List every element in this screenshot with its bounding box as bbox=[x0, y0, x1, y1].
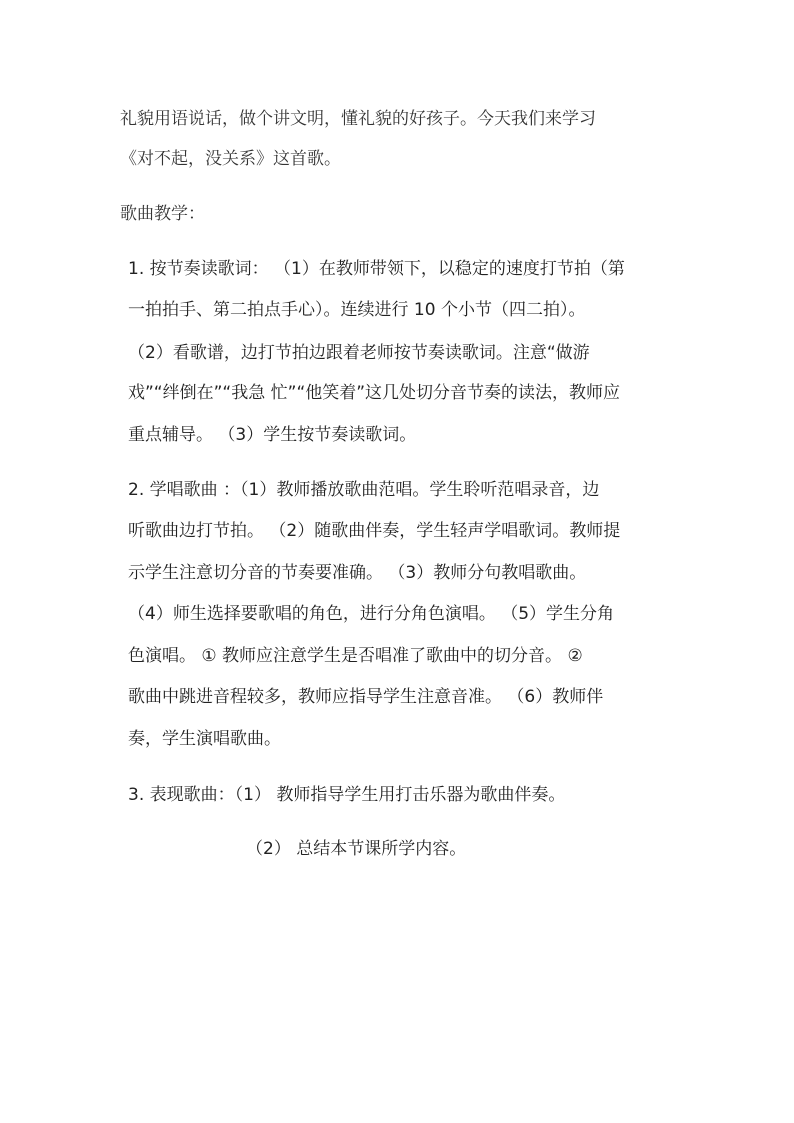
step-1-line: 一拍拍手、第二拍点手心）。连续进行 10 个小节（四二拍）。 bbox=[128, 300, 586, 320]
section-heading: 歌曲教学： bbox=[120, 204, 205, 224]
step-1-line: 重点辅导。 （3）学生按节奏读歌词。 bbox=[128, 425, 417, 445]
step-1-line: 戏”“绊倒在”“我急 忙”“他笑着”这几处切分音节奏的读法，教师应 bbox=[128, 383, 621, 403]
step-2-line: 听歌曲边打节拍。 （2）随歌曲伴奏，学生轻声学唱歌词。教师提 bbox=[128, 521, 621, 541]
step-2-line: （4）师生选择要歌唱的角色，进行分角色演唱。 （5）学生分角 bbox=[128, 604, 615, 624]
intro-line-2: 《对不起，没关系》这首歌。 bbox=[120, 149, 341, 169]
step-3-line: （2） 总结本节课所学内容。 bbox=[246, 839, 467, 859]
step-2-line: 歌曲中跳进音程较多，教师应指导学生注意音准。 （6）教师伴 bbox=[128, 687, 604, 707]
step-2-line: 色演唱。 ① 教师应注意学生是否唱准了歌曲中的切分音。 ② bbox=[128, 646, 583, 666]
step-1-line: （2）看歌谱，边打节拍边跟着老师按节奏读歌词。注意“做游 bbox=[128, 343, 590, 363]
step-2-line: 奏，学生演唱歌曲。 bbox=[128, 729, 281, 749]
step-2-line: 2. 学唱歌曲 ：（1）教师播放歌曲范唱。学生聆听范唱录音，边 bbox=[128, 480, 600, 500]
step-1-line: 1. 按节奏读歌词： （1）在教师带领下，以稳定的速度打节拍（第 bbox=[128, 259, 625, 279]
step-2-line: 示学生注意切分音的节奏要准确。 （3）教师分句教唱歌曲。 bbox=[128, 563, 587, 583]
intro-line-1: 礼貌用语说话，做个讲文明，懂礼貌的好孩子。今天我们来学习 bbox=[120, 109, 596, 129]
step-3-line: 3. 表现歌曲：（1） 教师指导学生用打击乐器为歌曲伴奏。 bbox=[128, 785, 566, 805]
